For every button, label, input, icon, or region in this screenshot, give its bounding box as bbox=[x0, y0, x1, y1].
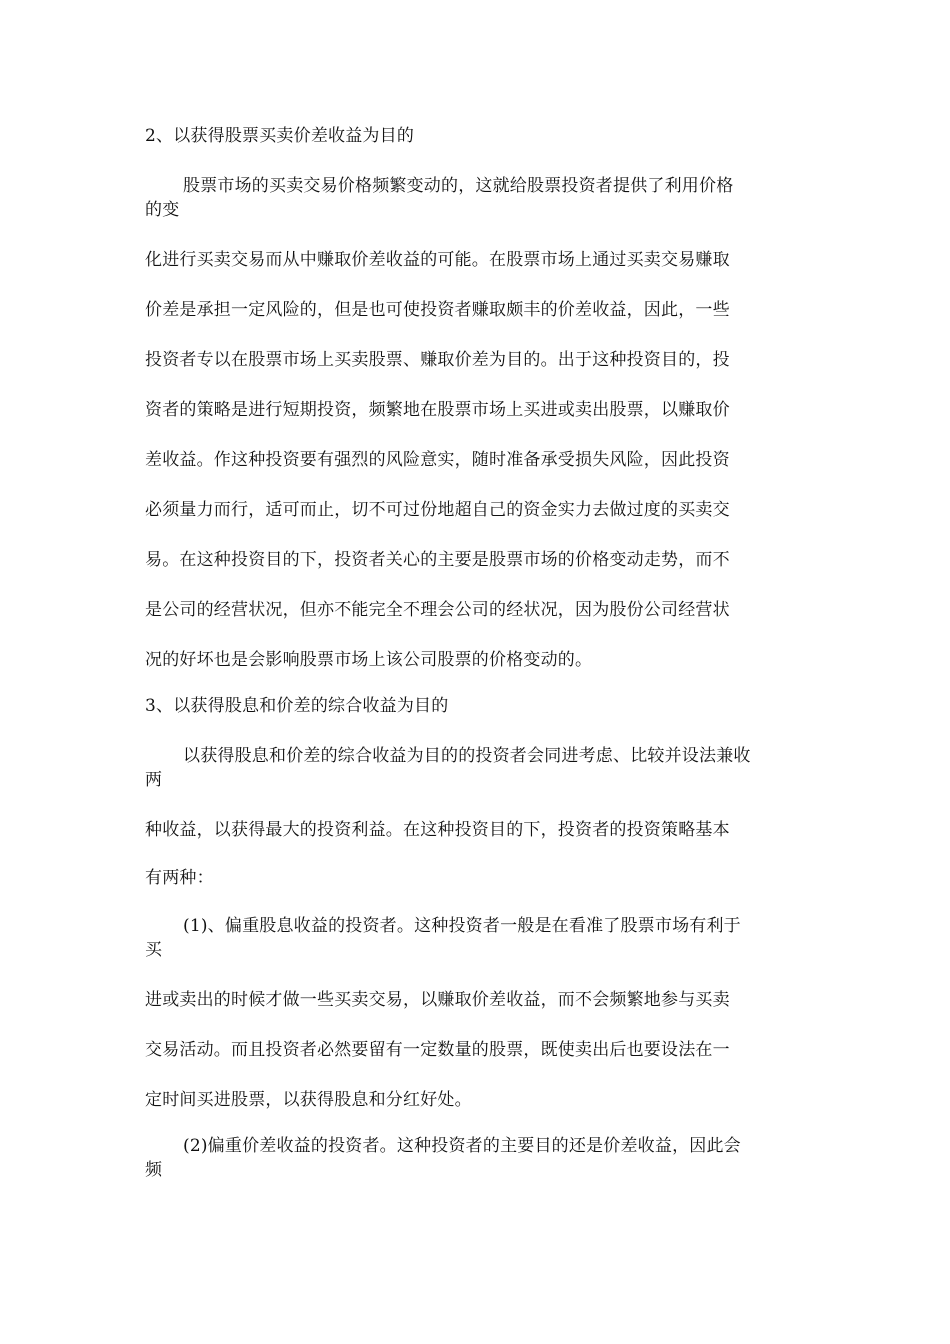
paragraph-line: 资者的策略是进行短期投资，频繁地在股票市场上买进或卖出股票，以赚取价 bbox=[145, 400, 730, 420]
paragraph-line: (2)偏重价差收益的投资者。这种投资者的主要目的还是价差收益，因此会 bbox=[183, 1136, 741, 1156]
paragraph-line: 买 bbox=[145, 940, 163, 960]
paragraph-line: 频 bbox=[145, 1160, 163, 1180]
paragraph-line: 差收益。作这种投资要有强烈的风险意实，随时准备承受损失风险，因此投资 bbox=[145, 450, 730, 470]
paragraph-line: 交易活动。而且投资者必然要留有一定数量的股票，既使卖出后也要设法在一 bbox=[145, 1040, 730, 1060]
paragraph-line: 股票市场的买卖交易价格频繁变动的，这就给股票投资者提供了利用价格 bbox=[183, 176, 734, 196]
paragraph-line: (1)、偏重股息收益的投资者。这种投资者一般是在看准了股票市场有利于 bbox=[183, 916, 741, 936]
paragraph-line: 是公司的经营状况，但亦不能完全不理会公司的经状况，因为股份公司经营状 bbox=[145, 600, 730, 620]
paragraph-line: 种收益，以获得最大的投资利益。在这种投资目的下，投资者的投资策略基本 bbox=[145, 820, 730, 840]
paragraph-line: 进或卖出的时候才做一些买卖交易，以赚取价差收益，而不会频繁地参与买卖 bbox=[145, 990, 730, 1010]
paragraph-line: 有两种： bbox=[145, 868, 214, 888]
paragraph-line: 化进行买卖交易而从中赚取价差收益的可能。在股票市场上通过买卖交易赚取 bbox=[145, 250, 730, 270]
paragraph-line: 价差是承担一定风险的，但是也可使投资者赚取颇丰的价差收益，因此，一些 bbox=[145, 300, 730, 320]
section-heading-3: 3、以获得股息和价差的综合收益为目的 bbox=[145, 696, 449, 716]
section-heading-2: 2、以获得股票买卖价差收益为目的 bbox=[145, 126, 415, 146]
paragraph-line: 况的好坏也是会影响股票市场上该公司股票的价格变动的。 bbox=[145, 650, 593, 670]
paragraph-line: 投资者专以在股票市场上买卖股票、赚取价差为目的。出于这种投资目的，投 bbox=[145, 350, 730, 370]
paragraph-line: 易。在这种投资目的下，投资者关心的主要是股票市场的价格变动走势，而不 bbox=[145, 550, 730, 570]
paragraph-line: 两 bbox=[145, 770, 163, 790]
paragraph-line: 定时间买进股票，以获得股息和分红好处。 bbox=[145, 1090, 472, 1110]
paragraph-line: 的变 bbox=[145, 200, 180, 220]
paragraph-line: 以获得股息和价差的综合收益为目的的投资者会同进考虑、比较并设法兼收 bbox=[183, 746, 751, 766]
paragraph-line: 必须量力而行，适可而止，切不可过份地超自己的资金实力去做过度的买卖交 bbox=[145, 500, 730, 520]
